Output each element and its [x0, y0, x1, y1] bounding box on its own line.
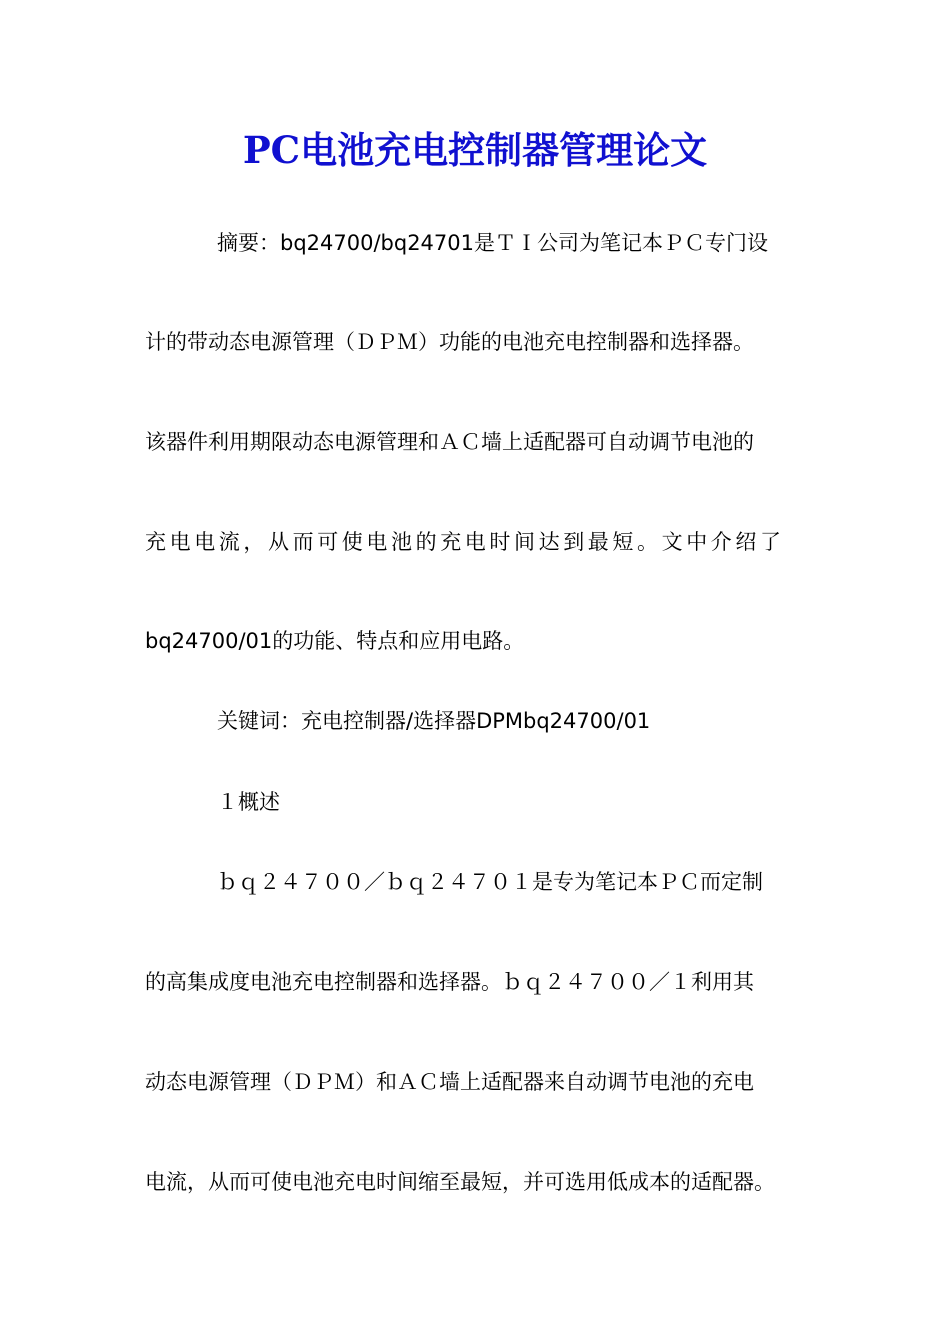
- body-line-3: 动态电源管理（ＤＰＭ）和ＡＣ墙上适配器来自动调节电池的充电: [145, 1070, 754, 1094]
- body-line-2: 的高集成度电池充电控制器和选择器。ｂｑ２４７００／１利用其: [145, 970, 754, 994]
- abstract-line-4: 充电电流，从而可使电池的充电时间达到最短。文中介绍了: [145, 530, 785, 554]
- abstract-line-5: bq24700/01的功能、特点和应用电路。: [145, 629, 525, 653]
- section-heading: １概述: [217, 790, 280, 814]
- body-line-1: ｂｑ２４７００／ｂｑ２４７０１是专为笔记本ＰＣ而定制: [217, 870, 763, 894]
- keywords-line: 关键词：充电控制器/选择器DPMbq24700/01: [217, 709, 651, 733]
- body-line-4: 电流，从而可使电池充电时间缩至最短，并可选用低成本的适配器。: [145, 1170, 775, 1194]
- abstract-line-1: 摘要：bq24700/bq24701是ＴＩ公司为笔记本ＰＣ专门设: [217, 231, 769, 255]
- abstract-line-3: 该器件利用期限动态电源管理和ＡＣ墙上适配器可自动调节电池的: [145, 430, 754, 454]
- abstract-line-2: 计的带动态电源管理（ＤＰＭ）功能的电池充电控制器和选择器。: [145, 330, 754, 354]
- document-title: PC电池充电控制器管理论文: [242, 128, 708, 172]
